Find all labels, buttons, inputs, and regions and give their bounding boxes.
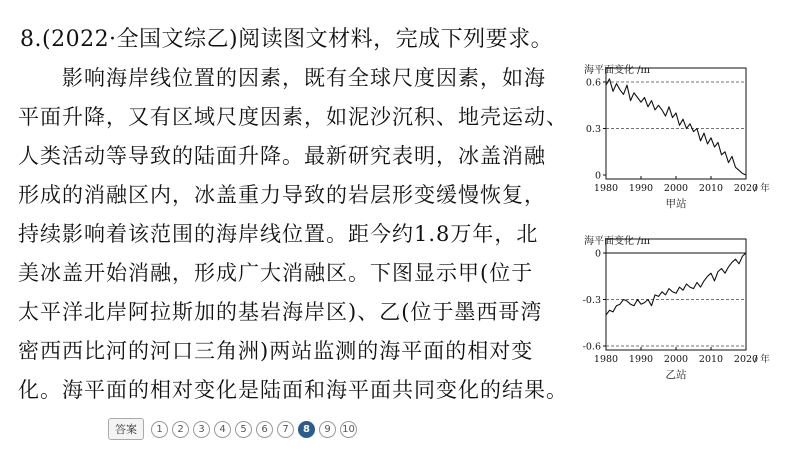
chart-series-line — [606, 253, 746, 315]
chart-xtick-label: 2020 — [733, 183, 759, 194]
chart-series-line — [606, 79, 746, 175]
page-button-8[interactable]: 8 — [298, 421, 315, 438]
chart-ylabel: 海平面变化 /m — [584, 236, 651, 247]
chart-xtick-label: 1980 — [593, 183, 619, 194]
chart-station-yi — [570, 233, 770, 393]
chart-xtick-label: 2000 — [663, 354, 689, 365]
chart-xlabel: / 年 — [754, 183, 770, 194]
chart-caption: 甲站 — [665, 198, 687, 210]
paragraph-line: 化。海平面的相对变化是陆面和海平面共同变化的结果。 — [18, 378, 568, 402]
chart-jia-svg — [570, 62, 770, 222]
chart-caption: 乙站 — [665, 369, 687, 381]
paragraph-line: 形成的消融区内，冰盖重力导致的岩层形变缓慢恢复， — [18, 183, 546, 207]
paragraph-line: 持续影响着该范围的海岸线位置。距今约1.8万年，北 — [18, 222, 539, 246]
page-button-10[interactable]: 10 — [340, 421, 357, 438]
chart-xtick-label: 1990 — [628, 183, 654, 194]
chart-ytick-label: -0.6 — [582, 341, 601, 353]
chart-xtick-label: 2010 — [698, 354, 724, 365]
chart-xtick-label: 1980 — [593, 354, 619, 365]
chart-ytick-label: 0 — [594, 170, 601, 182]
chart-ytick-label: 0.3 — [585, 124, 601, 135]
chart-xlabel: / 年 — [754, 354, 770, 365]
chart-xtick-label: 1990 — [628, 354, 654, 365]
paragraph-line: 平面升降，又有区域尺度因素，如泥沙沉积、地壳运动、 — [18, 105, 568, 129]
page-button-2[interactable]: 2 — [172, 421, 189, 438]
page-button-1[interactable]: 1 — [151, 421, 168, 438]
chart-ytick-label: -0.3 — [582, 295, 601, 306]
page-button-5[interactable]: 5 — [235, 421, 252, 438]
chart-frame — [606, 239, 746, 350]
page-button-6[interactable]: 6 — [256, 421, 273, 438]
chart-xtick-label: 2020 — [733, 354, 759, 365]
chart-ytick-label: 0.6 — [585, 77, 601, 89]
question-title: 8.(2022·全国文综乙)阅读图文材料，完成下列要求。 — [20, 27, 554, 52]
paragraph-line: 美冰盖开始消融，形成广大消融区。下图显示甲(位于 — [18, 261, 534, 285]
chart-ylabel: 海平面变化 /m — [584, 65, 651, 76]
page-button-3[interactable]: 3 — [193, 421, 210, 438]
question-pager — [108, 419, 357, 439]
page-button-4[interactable]: 4 — [214, 421, 231, 438]
page-button-7[interactable]: 7 — [277, 421, 294, 438]
paragraph-line: 影响海岸线位置的因素，既有全球尺度因素，如海 — [62, 66, 546, 90]
paragraph-line: 太平洋北岸阿拉斯加的基岩海岸区)、乙(位于墨西哥湾 — [18, 300, 543, 324]
answer-button[interactable]: 答案 — [108, 418, 144, 440]
chart-xtick-label: 2000 — [663, 183, 689, 194]
paragraph-line: 密西西比河的河口三角洲)两站监测的海平面的相对变 — [18, 339, 534, 363]
paragraph-line: 人类活动等导致的陆面升降。最新研究表明，冰盖消融 — [18, 144, 546, 168]
chart-station-jia — [570, 62, 770, 222]
chart-ytick-label: 0 — [594, 248, 601, 260]
page-button-9[interactable]: 9 — [319, 421, 336, 438]
chart-xtick-label: 2010 — [698, 183, 724, 194]
chart-yi-svg — [570, 233, 770, 393]
